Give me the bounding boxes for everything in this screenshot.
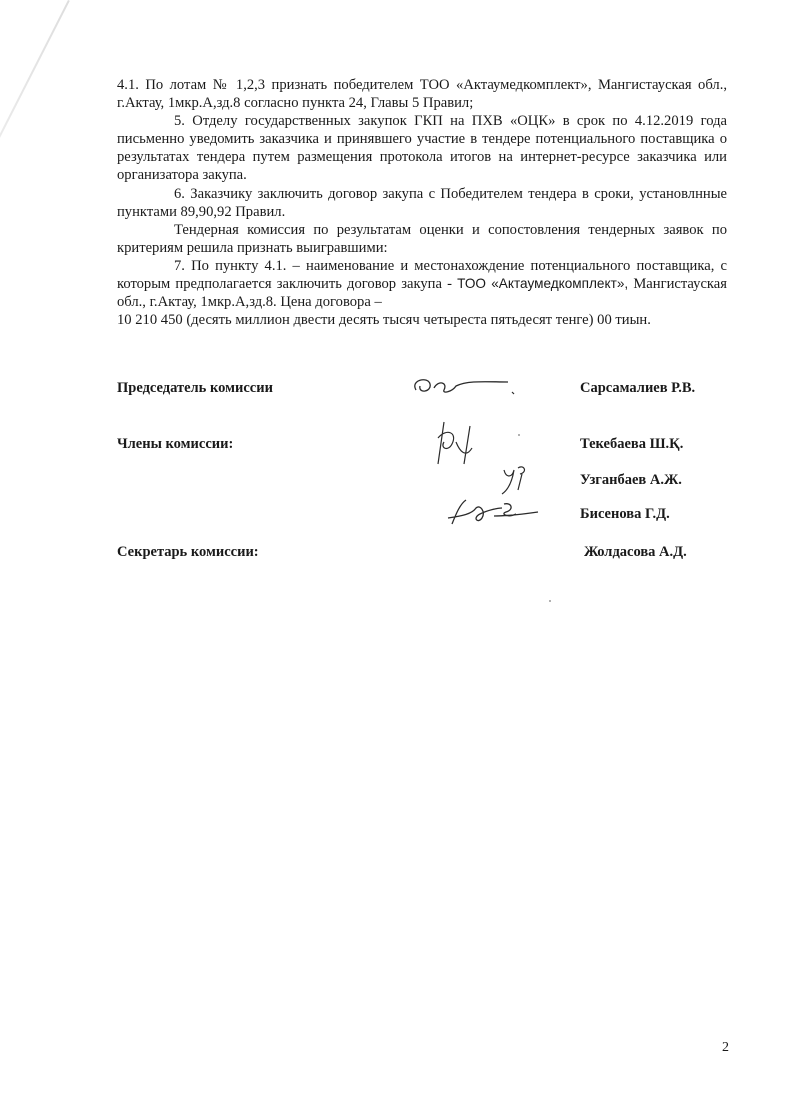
- secretary-label: Секретарь комиссии:: [117, 544, 259, 560]
- member-signature-2: [498, 460, 538, 496]
- member-name-1: Текебаева Ш.Қ.: [580, 436, 684, 452]
- scan-speck: [518, 434, 520, 436]
- page-number: 2: [722, 1040, 729, 1055]
- contract-price: 10 210 450 (десять миллион двести десять тысяч четыреста пятьдесят тенге) 00 тиын.: [117, 312, 651, 329]
- item7-text: 7. По пункту 4.1. – наименование и местонахождение потенциального поставщика, с которым предполагается заключить договор закупа -: [117, 257, 727, 293]
- member-signature-3: [442, 494, 542, 530]
- chairman-signature: [408, 370, 518, 402]
- secretary-name: Жолдасова А.Д.: [584, 544, 687, 560]
- scan-speck: [549, 600, 551, 602]
- member-name-3: Бисенова Г.Д.: [580, 506, 670, 522]
- chairman-label: Председатель комиссии: [117, 380, 273, 396]
- paragraph-6: 6. Заказчику заключить договор закупа с Победителем тендера в сроки, установлнные пунктами 89,90,92 Правил.: [117, 185, 727, 220]
- paragraph-7: [117, 257, 727, 311]
- scan-artifact-line: [0, 0, 70, 188]
- member-signature-1: [430, 418, 490, 468]
- document-body: [117, 76, 727, 329]
- member-name-2: Узганбаев А.Ж.: [580, 472, 682, 488]
- item7-supplier: ТОО «Актаумедкомплект»,: [457, 276, 629, 292]
- members-label: Члены комиссии:: [117, 436, 234, 452]
- paragraph-4-1: 4.1. По лотам № 1,2,3 признать победителем ТОО «Актаумедкомплект», Мангистауская обл., г.Актау, 1мкр.А,зд.8 согласно пункта 24, Главы 5 Правил;: [117, 77, 727, 112]
- item7-address: Мангистауская обл., г.Актау, 1мкр.А,зд.8. Цена договора –: [117, 276, 727, 311]
- paragraph-commission-decision: Тендерная комиссия по результатам оценки и сопостовления тендерных заявок по критериям решила признать выигравшими:: [117, 221, 727, 256]
- paragraph-5: 5. Отделу государственных закупок ГКП на ПХВ «ОЦК» в срок по 4.12.2019 года письменно уведомить заказчика и принявшего участие в тендере потенциального поставщика о результатах тендера путем размещения протокола итогов на интернет-ресурсе заказчика или организатора закупа.: [117, 113, 727, 184]
- chairman-name: Сарсамалиев Р.В.: [580, 380, 696, 396]
